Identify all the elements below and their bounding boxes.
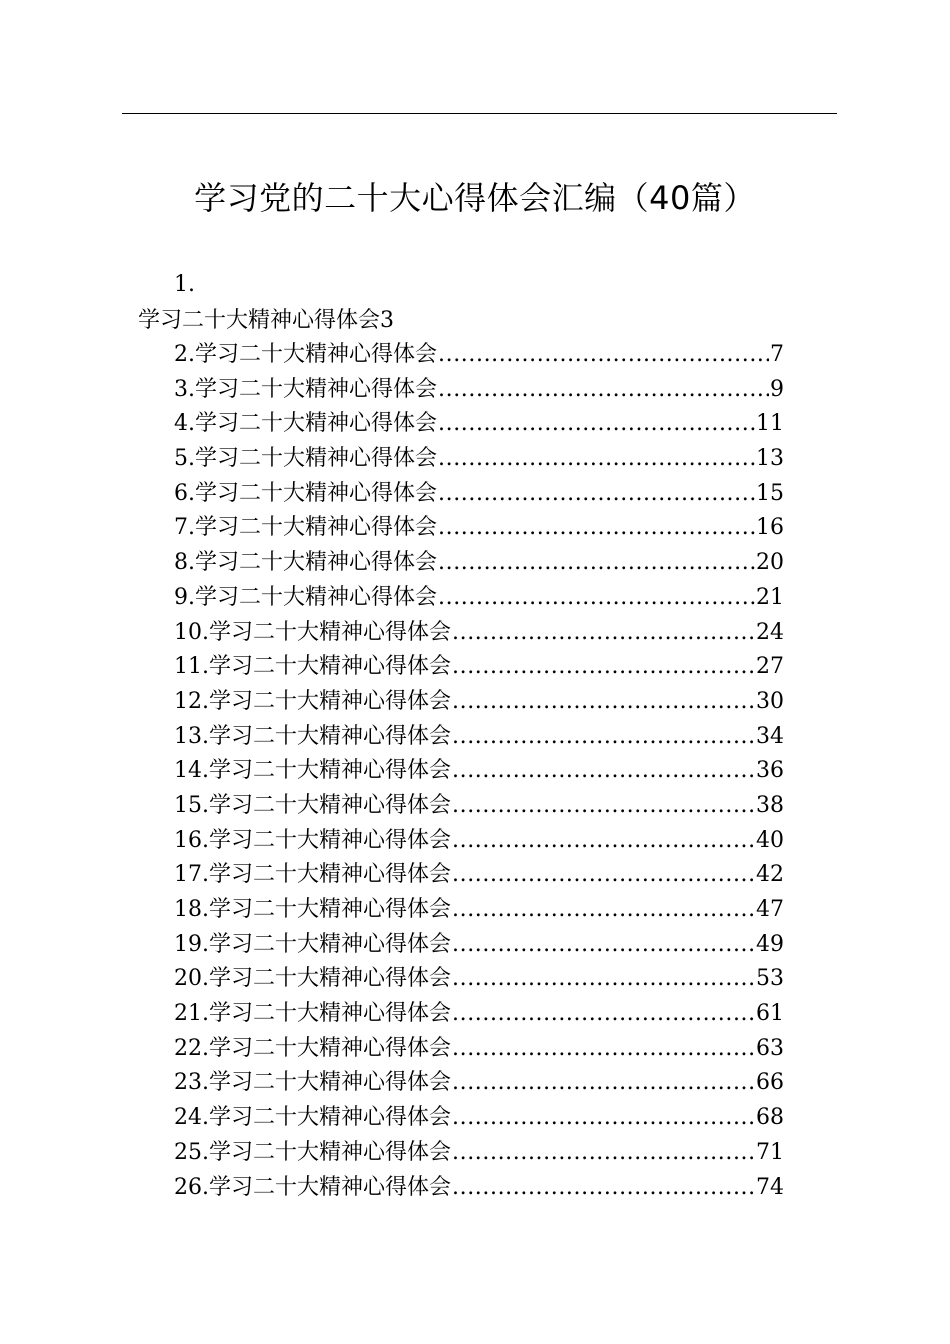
- toc-entry-number: 14.: [174, 758, 209, 784]
- toc-dot-leader: [452, 1101, 755, 1136]
- toc-entry[interactable]: [174, 997, 784, 1032]
- toc-entry[interactable]: [174, 477, 784, 512]
- toc-entry-title: 学习二十大精神心得体会: [209, 862, 452, 888]
- toc-entry-number: 16.: [174, 827, 209, 853]
- toc-entry[interactable]: [174, 546, 784, 581]
- toc-entry-title: 学习二十大精神心得体会: [209, 723, 452, 749]
- toc-entry-page: 9: [770, 376, 784, 402]
- toc-entry[interactable]: [174, 789, 784, 824]
- toc-entry-page: 71: [756, 1139, 784, 1165]
- toc-entry-1-page: 3: [380, 308, 395, 333]
- toc-entry[interactable]: [174, 1101, 784, 1136]
- toc-dot-leader: [452, 858, 755, 893]
- toc-dot-leader: [452, 754, 755, 789]
- toc-entry-page: 40: [756, 827, 784, 853]
- toc-entry-number: 7.: [174, 515, 195, 541]
- toc-entry-title: 学习二十大精神心得体会: [195, 342, 438, 367]
- toc-entry-page: 7: [770, 342, 784, 367]
- toc-entry-number: 3.: [174, 376, 195, 402]
- toc-entry[interactable]: [174, 720, 784, 755]
- toc-entry[interactable]: [174, 685, 784, 720]
- toc-entry-page: 36: [756, 758, 784, 784]
- toc-entry[interactable]: [174, 858, 784, 893]
- toc-entry-number: 13.: [174, 723, 209, 749]
- toc-entry[interactable]: [174, 581, 784, 616]
- toc-entry-page: 53: [756, 966, 784, 992]
- toc-entry-page: 74: [756, 1174, 784, 1200]
- toc-dot-leader: [438, 511, 755, 546]
- toc-entry-number: 9.: [174, 584, 195, 610]
- toc-list: [174, 338, 784, 1205]
- toc-entry-page: 47: [756, 897, 784, 922]
- toc-entry-number: 4.: [174, 411, 195, 437]
- toc-entry-page: 27: [756, 654, 784, 680]
- toc-dot-leader: [452, 1171, 755, 1206]
- toc-entry-1-title: 学习二十大精神心得体会: [138, 308, 381, 333]
- toc-entry-title: 学习二十大精神心得体会: [209, 1035, 452, 1061]
- toc-entry[interactable]: [174, 511, 784, 546]
- toc-entry-page: 20: [756, 550, 784, 576]
- toc-entry[interactable]: [174, 338, 784, 373]
- toc-entry-number: 6.: [174, 480, 195, 506]
- toc-entry[interactable]: [174, 754, 784, 789]
- toc-entry-title: 学习二十大精神心得体会: [209, 1105, 452, 1131]
- toc-dot-leader: [452, 685, 755, 720]
- toc-entry[interactable]: [174, 1066, 784, 1101]
- toc-entry-title: 学习二十大精神心得体会: [195, 411, 438, 437]
- toc-dot-leader: [452, 1032, 755, 1067]
- toc-entry-page: 68: [756, 1105, 784, 1131]
- toc-dot-leader: [452, 1066, 755, 1101]
- toc-dot-leader: [452, 928, 755, 963]
- toc-entry-page: 16: [756, 515, 784, 541]
- toc-entry-title: 学习二十大精神心得体会: [209, 758, 452, 784]
- toc-entry-number: 15.: [174, 792, 209, 818]
- toc-entry-number: 12.: [174, 688, 209, 714]
- toc-entry-page: 66: [756, 1070, 784, 1096]
- toc-entry-page: 15: [756, 480, 784, 506]
- toc-dot-leader: [452, 893, 755, 928]
- toc-dot-leader: [452, 789, 755, 824]
- toc-entry[interactable]: [174, 928, 784, 963]
- toc-entry-number: 11.: [174, 654, 209, 680]
- toc-dot-leader: [452, 997, 755, 1032]
- toc-entry-page: 21: [756, 584, 784, 610]
- toc-entry[interactable]: [174, 650, 784, 685]
- toc-entry-number: 25.: [174, 1139, 209, 1165]
- toc-entry-page: 42: [756, 862, 784, 888]
- toc-entry[interactable]: [174, 1032, 784, 1067]
- toc-dot-leader: [438, 373, 769, 408]
- toc-entry-title: 学习二十大精神心得体会: [209, 619, 452, 645]
- toc-entry-number: 17.: [174, 862, 209, 888]
- toc-entry-page: 49: [756, 931, 784, 957]
- toc-dot-leader: [438, 338, 769, 373]
- toc-entry-page: 24: [756, 619, 784, 645]
- toc-entry-number: 26.: [174, 1174, 209, 1200]
- toc-entry-page: 30: [756, 688, 784, 714]
- toc-entry-title: 学习二十大精神心得体会: [209, 966, 452, 992]
- document-title: 学习党的二十大心得体会汇编（40篇）: [194, 179, 756, 217]
- toc-entry-number: 8.: [174, 550, 195, 576]
- toc-entry-title: 学习二十大精神心得体会: [195, 550, 438, 576]
- toc-dot-leader: [438, 442, 755, 477]
- toc-entry-number: 20.: [174, 966, 209, 992]
- toc-entry[interactable]: [174, 824, 784, 859]
- toc-entry[interactable]: [174, 893, 784, 928]
- toc-dot-leader: [438, 581, 755, 616]
- toc-entry-page: 38: [756, 792, 784, 818]
- toc-dot-leader: [452, 824, 755, 859]
- toc-entry[interactable]: [174, 373, 784, 408]
- toc-dot-leader: [452, 616, 755, 651]
- toc-entry-title: 学习二十大精神心得体会: [209, 897, 452, 922]
- toc-entry-number: 18.: [174, 897, 209, 922]
- toc-dot-leader: [452, 720, 755, 755]
- toc-entry-number: 23.: [174, 1070, 209, 1096]
- toc-entry-title: 学习二十大精神心得体会: [195, 584, 438, 610]
- toc-entry-title: 学习二十大精神心得体会: [209, 792, 452, 818]
- toc-entry-number: 2.: [174, 342, 195, 367]
- toc-dot-leader: [452, 1136, 755, 1171]
- toc-entry-1-number: 1.: [174, 272, 195, 297]
- toc-entry-number: 21.: [174, 1001, 209, 1027]
- toc-entry-page: 34: [756, 723, 784, 749]
- toc-entry-title: 学习二十大精神心得体会: [195, 446, 438, 472]
- toc-entry-title: 学习二十大精神心得体会: [209, 1174, 452, 1200]
- toc-entry[interactable]: [174, 1171, 784, 1206]
- toc-entry[interactable]: [174, 962, 784, 997]
- toc-entry[interactable]: [174, 616, 784, 651]
- toc-dot-leader: [438, 407, 755, 442]
- toc-entry-number: 19.: [174, 931, 209, 957]
- toc-entry-number: 5.: [174, 446, 195, 472]
- toc-entry[interactable]: [174, 407, 784, 442]
- toc-entry-title: 学习二十大精神心得体会: [209, 931, 452, 957]
- toc-dot-leader: [438, 546, 755, 581]
- toc-entry-number: 24.: [174, 1105, 209, 1131]
- toc-entry[interactable]: [174, 1136, 784, 1171]
- toc-entry-number: 22.: [174, 1035, 209, 1061]
- toc-entry-title: 学习二十大精神心得体会: [209, 1070, 452, 1096]
- toc-entry-1[interactable]: [138, 306, 394, 336]
- toc-entry-title: 学习二十大精神心得体会: [209, 1139, 452, 1165]
- toc-entry-page: 61: [756, 1001, 784, 1027]
- toc-entry[interactable]: [174, 442, 784, 477]
- toc-entry-page: 13: [756, 446, 784, 472]
- toc-entry-title: 学习二十大精神心得体会: [209, 827, 452, 853]
- toc-entry-title: 学习二十大精神心得体会: [195, 376, 438, 402]
- toc-dot-leader: [438, 477, 755, 512]
- toc-entry-title: 学习二十大精神心得体会: [209, 1001, 452, 1027]
- toc-dot-leader: [452, 962, 755, 997]
- toc-entry-page: 63: [756, 1035, 784, 1061]
- toc-entry-title: 学习二十大精神心得体会: [209, 688, 452, 714]
- toc-dot-leader: [452, 650, 755, 685]
- toc-entry-title: 学习二十大精神心得体会: [195, 515, 438, 541]
- toc-entry-page: 11: [756, 411, 784, 437]
- toc-entry-number: 10.: [174, 619, 209, 645]
- toc-entry-title: 学习二十大精神心得体会: [209, 654, 452, 680]
- toc-entry-title: 学习二十大精神心得体会: [195, 480, 438, 506]
